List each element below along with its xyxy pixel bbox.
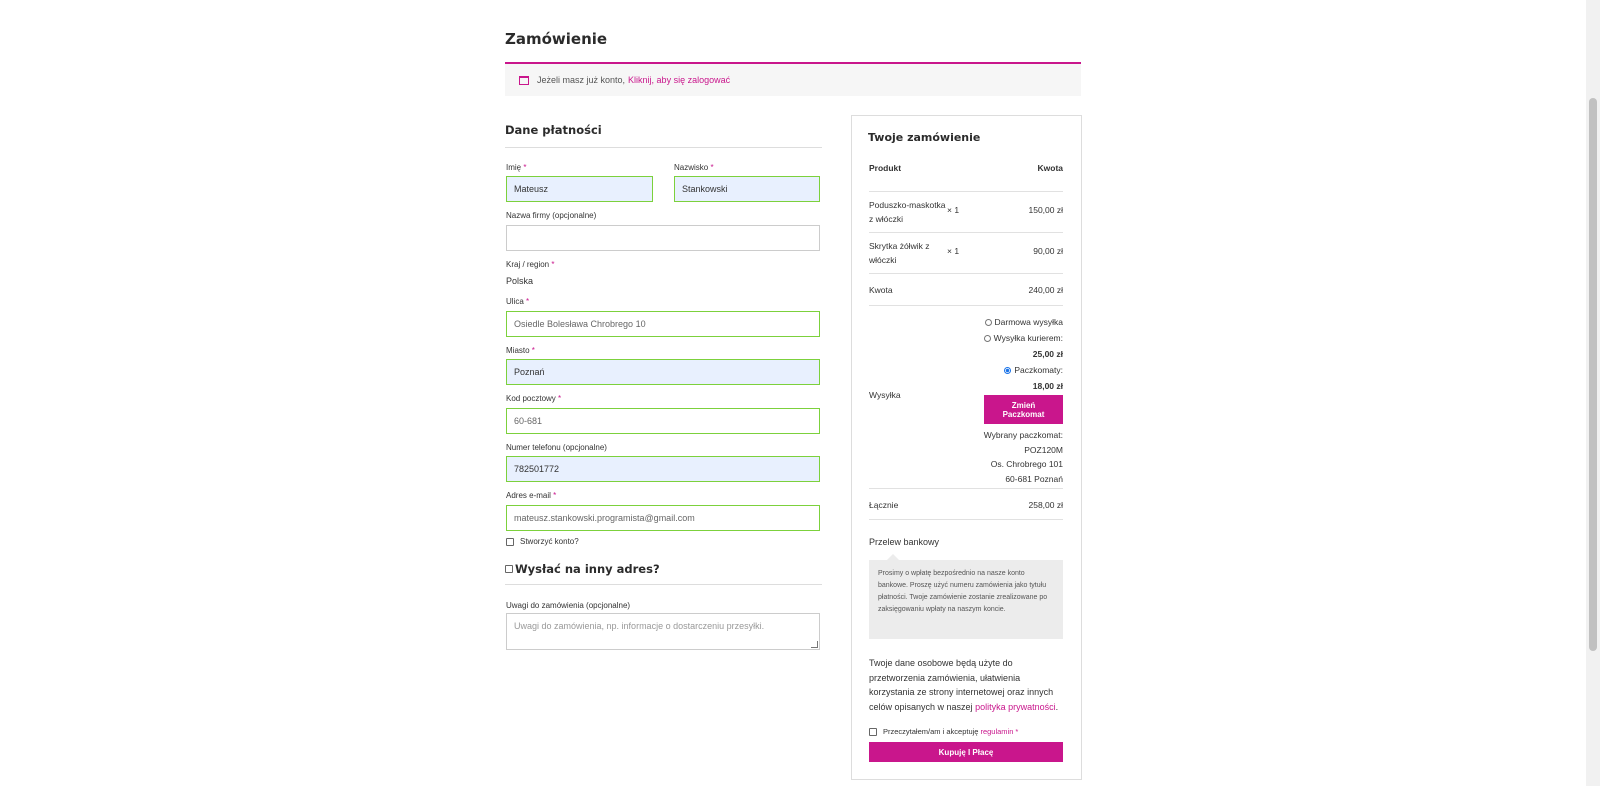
terms-row[interactable] (869, 727, 1018, 736)
country-value: Polska (506, 276, 534, 286)
ship-different-toggle[interactable] (505, 562, 822, 585)
locker-price: 18,00 zł (1032, 381, 1063, 391)
item-name: Skrytka żółwik z włóczki (869, 241, 930, 265)
col-amount: Kwota (1037, 163, 1063, 173)
last-name-label: Nazwisko * (674, 163, 714, 172)
create-account-checkbox[interactable] (506, 538, 514, 546)
order-item-row (869, 192, 1063, 233)
postcode-input[interactable]: 60-681 (506, 408, 820, 434)
billing-section (505, 123, 822, 148)
email-label: Adres e-mail * (506, 491, 557, 500)
item-qty: × 1 (947, 205, 960, 215)
phone-input[interactable]: 782501772 (506, 456, 820, 482)
create-account-row[interactable] (506, 537, 579, 546)
street-input[interactable]: Osiedle Bolesława Chrobrego 10 (506, 311, 820, 337)
item-price: 150,00 zł (1028, 205, 1063, 215)
login-notice-text: Jeżeli masz już konto, (537, 75, 626, 85)
city-label: Miasto * (506, 346, 535, 355)
page-title: Zamówienie (505, 30, 608, 48)
scrollbar[interactable] (1586, 0, 1600, 786)
privacy-policy-link[interactable]: polityka prywatności (975, 701, 1056, 712)
shipping-option-locker[interactable]: Paczkomaty: (984, 362, 1063, 378)
subtotal-value: 240,00 zł (1028, 285, 1063, 295)
total-row (869, 489, 1063, 520)
company-input[interactable] (506, 225, 820, 251)
payment-description: Prosimy o wpłatę bezpośrednio na nasze konto bankowe. Proszę użyć numeru zamówienia jako tytułu płatności. Twoje zamówienie zostanie zrealizowane po zaksięgowaniu wpłaty na naszym koncie. (869, 560, 1063, 639)
order-notes-textarea[interactable] (506, 613, 820, 650)
create-account-label: Stworzyć konto? (520, 537, 579, 546)
shipping-label: Wysyłka (869, 390, 901, 400)
change-locker-button[interactable]: Zmień Paczkomat (984, 395, 1063, 424)
ship-different-label: Wysłać na inny adres? (515, 562, 660, 576)
total-label: Łącznie (869, 500, 899, 510)
terms-required: * (1015, 727, 1019, 736)
terms-checkbox[interactable] (869, 728, 877, 736)
radio-locker[interactable] (1004, 367, 1011, 374)
calendar-icon (519, 76, 529, 85)
first-name-input[interactable]: Mateusz (506, 176, 653, 202)
resize-grip-icon[interactable] (811, 641, 818, 648)
phone-label: Numer telefonu (opcjonalne) (506, 443, 607, 452)
item-price: 90,00 zł (1033, 246, 1063, 256)
last-name-input[interactable]: Stankowski (674, 176, 820, 202)
shipping-option-free[interactable]: Darmowa wysyłka (984, 314, 1063, 330)
login-link[interactable]: Kliknij, aby się zalogować (628, 75, 731, 85)
item-qty: × 1 (947, 246, 960, 256)
shipping-methods (984, 314, 1063, 394)
order-title: Twoje zamówienie (868, 131, 981, 144)
notes-placeholder: Uwagi do zamówienia, np. informacje o dostarczeniu przesyłki. (514, 621, 765, 631)
terms-label: Przeczytałem/am i akceptuję (883, 727, 979, 736)
order-table-header (869, 161, 1063, 192)
login-notice (505, 62, 1081, 96)
payment-method-label[interactable]: Przelew bankowy (869, 537, 940, 547)
order-item-row (869, 233, 1063, 274)
item-name: Poduszko-maskotka z włóczki (869, 200, 946, 224)
total-value: 258,00 zł (1028, 500, 1063, 510)
shipping-row (869, 306, 1063, 489)
shipping-option-courier[interactable]: Wysyłka kurierem: (984, 330, 1063, 346)
postcode-label: Kod pocztowy * (506, 394, 562, 403)
ship-different-checkbox[interactable] (505, 565, 513, 573)
order-review (851, 115, 1082, 780)
first-name-label: Imię * (506, 163, 527, 172)
locker-info: Wybrany paczkomat: POZ120M Os. Chrobrego 101 60-681 Poznań (983, 430, 1063, 484)
terms-link[interactable]: regulamin (980, 727, 1014, 736)
scrollbar-thumb[interactable] (1589, 98, 1597, 651)
notes-label: Uwagi do zamówienia (opcjonalne) (506, 601, 631, 610)
email-input[interactable]: mateusz.stankowski.programista@gmail.com (506, 505, 820, 531)
col-product: Produkt (869, 163, 902, 173)
privacy-notice: Twoje dane osobowe będą użyte do przetworzenia zamówienia, ułatwienia korzystania ze strony internetowej oraz innych celów opisanych w naszej polityka prywatności. (869, 658, 1059, 712)
company-label: Nazwa firmy (opcjonalne) (506, 211, 597, 220)
subtotal-row (869, 274, 1063, 306)
street-label: Ulica * (506, 297, 530, 306)
radio-free[interactable] (985, 319, 992, 326)
country-label: Kraj / region * (506, 260, 555, 269)
place-order-button[interactable]: Kupuję I Płacę (869, 742, 1063, 762)
courier-price: 25,00 zł (1032, 349, 1063, 359)
subtotal-label: Kwota (869, 285, 893, 295)
radio-courier[interactable] (984, 335, 991, 342)
city-input[interactable]: Poznań (506, 359, 820, 385)
billing-title: Dane płatności (505, 123, 822, 148)
